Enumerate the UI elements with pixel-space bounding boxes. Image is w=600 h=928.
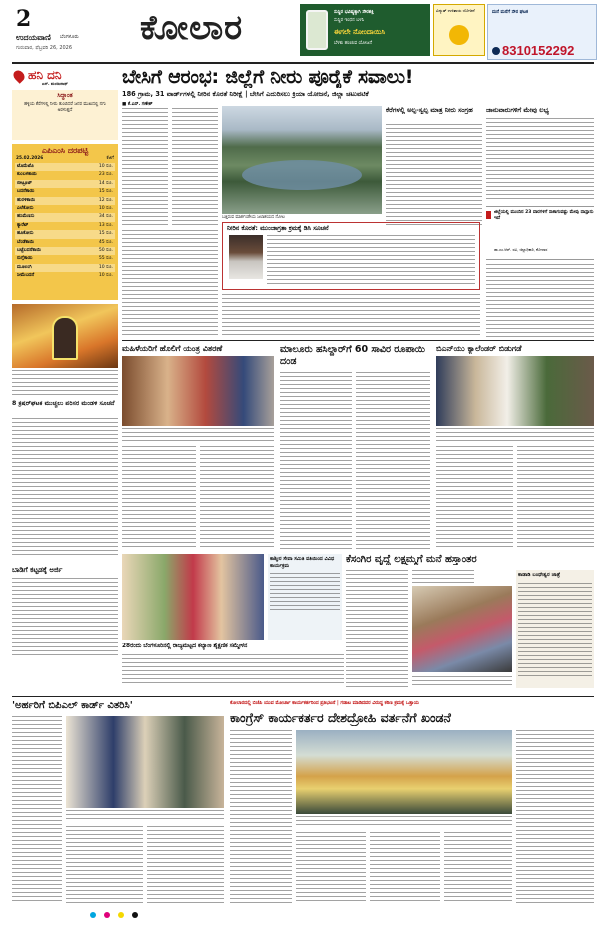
rate-item: ಹೂಕೋಸು <box>17 231 34 237</box>
temple-caption <box>12 370 118 396</box>
kashmir-head: ಕಾಶ್ಮೀರ ಸೇವಾ ಸಮಿತಿ ವತಿಯಿಂದ ವಿವಿಧ ಕಾರ್ಯಕ್ರಮ <box>270 556 335 569</box>
paper-name: ಉದಯವಾಣಿ <box>16 33 51 42</box>
lead-col2 <box>172 108 218 226</box>
protest-kicker: ಕೋಲಾರದಲ್ಲಿ ಬಿಜೆಪಿ ಯುವ ಮೋರ್ಚಾ ಕಾರ್ಯಕರ್ತರಿಂದ ಪ್ರತಿಭಟನೆ | ಗಡಾಟ ಮಾಡಿದವರ ವಿರುದ್ಧ ಕಠಿಣ ಕ್ರಮಕ್ಕೆ ಒತ್ತಾಯ <box>230 701 419 706</box>
thought-title: ಸಿದ್ಧಾಂತ <box>57 92 73 99</box>
lead-byline-name: ಕೆ.ಎಸ್. ಗಣೇಶ್ <box>127 102 153 107</box>
kadadi-body <box>518 583 592 679</box>
edition-tag: ಬೆಂಗಳೂರು <box>60 34 79 40</box>
dc-quote-box <box>222 222 480 290</box>
bullet-text: ಜಿಲ್ಲೆಯಲ್ಲಿ ಮುಂದಿನ 23 ವಾರಗಳಿಗೆ ಸಾಕಾಗುವಷ್ಟು ಮೇವು ದಾಸ್ತಾನು ಇದೆ <box>494 210 594 221</box>
calendar-body2 <box>517 446 594 550</box>
haniddani-banner <box>12 66 118 88</box>
crusher-headline: 8 ಕ್ರಷರ್‌ಘಟಕ ಮುಚ್ಚಲು ಪರಿಸರ ಮಂಡಳಿ ಸೂಚನೆ <box>12 400 115 407</box>
protest-photo <box>296 730 512 814</box>
bpl-body3 <box>147 826 224 904</box>
rate-price: 15 ರೂ. <box>98 189 113 195</box>
ad1-line4: ಬೆಳಕು ಹಂಚುವ ಯೋಜನೆ <box>334 41 373 46</box>
rate-price: 55 ರೂ. <box>98 256 113 262</box>
rate-row <box>15 222 115 230</box>
right-col <box>486 106 594 342</box>
ad-phone-number[interactable]: 8310152292 <box>502 43 575 58</box>
sidebar-brand-sub: ಎಸ್. ಮಂಜುನಾಥ್ <box>42 81 68 86</box>
sewing-headline: ಮಹಿಳೆಯರಿಗೆ ಹೊಲಿಗೆ ಯಂತ್ರ ವಿತರಣೆ <box>122 344 223 353</box>
bpl-body1 <box>12 716 62 904</box>
rate-row <box>15 264 115 272</box>
drop-icon <box>11 68 27 84</box>
page-number: 2 <box>16 6 32 32</box>
fine-body2 <box>356 372 430 550</box>
rate-price: 12 ರೂ. <box>98 197 113 203</box>
crusher-body <box>12 418 118 558</box>
rate-row <box>15 197 115 205</box>
fine-headline: ಮಾಲೂರು ಹಸಿಲ್ದಾರ್‌ಗೆ 60 ಸಾವಿರ ರೂಪಾಯಿ ದಂಡ <box>280 344 426 367</box>
deity-figure <box>52 316 78 360</box>
house-photo <box>412 586 512 672</box>
rate-price: 10 ರೂ. <box>98 273 113 279</box>
protest-body3 <box>370 832 440 904</box>
sewing-body2 <box>200 446 274 550</box>
kashmir-body <box>270 573 340 613</box>
right-col-body2 <box>486 264 594 342</box>
rate-item: ಹುರಳಿಕಾಯಿ <box>17 197 36 203</box>
rate-row <box>15 255 115 263</box>
rate-item: ನುಗ್ಗೆಕಾಯಿ <box>17 256 33 262</box>
rates-title: ಎಪಿಎಂಸಿ ದರಪಟ್ಟಿ <box>41 146 89 155</box>
apmc-rates <box>12 144 118 300</box>
masthead <box>0 0 600 62</box>
calendar-body1 <box>436 446 513 550</box>
lead-subhead: 186 ಗ್ರಾಮ, 31 ವಾರ್ಡ್‌ಗಳಲ್ಲಿ ನೀರಿನ ಕೊರತೆ ನಿರೀಕ್ಷೆ | ಬೇಸಿಗೆ ಎದುರಿಸಲು ಕ್ರಿಯಾ ಯೋಜನೆ, ಜಿಲ್ಲಾ ಚಟುವಟಿಕೆ <box>122 90 369 98</box>
reg-dot-cyan <box>90 912 96 918</box>
kadadi-head: ಕಾಡಾಡಿ ಬಂಧೇಶ್ವರ ಜಾತ್ರೆ <box>518 572 561 578</box>
sidebar-brand: ಹನಿ ದನಿ <box>28 68 62 82</box>
rate-item: ಎಲೆಕೋಸು <box>17 206 34 212</box>
header-ad-power[interactable] <box>433 4 485 56</box>
rate-row <box>15 180 115 188</box>
lead-lower-left <box>122 230 218 338</box>
rate-row <box>15 188 115 196</box>
rates-date: 25.02.2026 <box>16 156 44 161</box>
rate-row <box>15 213 115 221</box>
kashmir-box <box>268 554 342 640</box>
rate-item: ಬೀಟ್ರೂಟ್ <box>17 180 33 186</box>
rate-price: 10 ರೂ. <box>98 206 113 212</box>
lead-col1 <box>122 108 168 226</box>
ad2-line1: ವಿದ್ಯುತ್ ಉಳಿತಾಯ ಯೋಜನೆ <box>436 8 475 13</box>
header-ad-solar[interactable] <box>300 4 430 56</box>
rate-price: 50 ರೂ. <box>98 248 113 254</box>
section-rule-2 <box>12 696 594 697</box>
protest-body2 <box>296 832 366 904</box>
water-body <box>242 160 362 190</box>
rate-row <box>15 171 115 179</box>
dc-portrait <box>229 235 263 279</box>
lead-lower-mid <box>222 294 480 336</box>
reservoir-photo <box>222 106 382 214</box>
calendar-caption <box>436 428 594 442</box>
fodder-body <box>486 118 594 202</box>
thought-text: ಹಳ್ಳಿಯ ಕೆರೆಗಳಲ್ಲಿ ನೀರು ತುಂಬಿದರೆ ಜನರ ಮುಖದಲ್ಲಿ ನಗು ಅರಳುತ್ತದೆ <box>24 102 106 113</box>
rate-item: ಮೂಲಂಗಿ <box>17 264 32 270</box>
lead-side-head: ಕೆರೆಗಳಲ್ಲಿ ಅಲ್ಪ-ಸ್ವಲ್ಪ ಮಾತ್ರ ನೀರು ಸಂಗ್ರಹ <box>386 106 473 114</box>
bullet-icon <box>486 211 491 219</box>
bpl-body2 <box>66 826 143 904</box>
house-body1 <box>346 570 408 688</box>
sewing-photo <box>122 356 274 426</box>
print-registration-marks <box>90 912 510 920</box>
reservoir-caption: ಬತ್ತಿರುವ ಮಾರ್ಕಂಡೇಯ ಜಲಾಶಯದ ನೋಟ <box>222 215 285 220</box>
rate-price: 23 ರೂ. <box>98 172 113 178</box>
lightbulb-icon <box>449 25 469 45</box>
rate-price: 15 ರೂ. <box>98 231 113 237</box>
masthead-rule <box>12 62 594 64</box>
district-title: ಕೋಲಾರ <box>140 8 244 48</box>
rate-row <box>15 239 115 247</box>
ad3-line1: ಮನೆ ಮನೆಗೆ ಸೌರ ಘಟಕ <box>492 10 529 15</box>
rate-item: ಬಟ್ಟೆಬದನೆಕಾಯಿ <box>17 248 42 254</box>
seminar-body <box>122 654 344 684</box>
bpl-headline: 'ಅರ್ಹರಿಗೆ ಬಿಪಿಎಲ್ ಕಾರ್ಡ್ ವಿತರಿಸಿ' <box>12 700 133 711</box>
phone-illustration <box>306 10 328 50</box>
rate-row <box>15 230 115 238</box>
rent-body <box>12 578 118 656</box>
rate-item: ಹಸಿಮೆಣಸು <box>17 214 35 220</box>
rate-item: ಬೆಂಡೆಕಾಯಿ <box>17 239 35 245</box>
house-headline: ಕೆಸಂಗಿರ ವೃದ್ಧೆ ಲಕ್ಷ್ಮಮ್ಮಗೆ ಮನೆ ಹಸ್ತಾಂತರ <box>346 554 477 565</box>
bpl-photo <box>66 716 224 808</box>
rates-unit: ಕೆಜಿಗೆ <box>106 156 114 161</box>
rate-row <box>15 247 115 255</box>
bpl-caption <box>66 810 224 822</box>
ad1-line1: ಸುಸ್ಥಿರ ಭವಿಷ್ಯಕ್ಕಾಗಿ ಸೌರಶಕ್ತಿ <box>334 10 374 15</box>
lead-side-body <box>386 124 482 226</box>
dc-quote-head: ನೀರಿನ ಕೊರತೆ: ಮುಂಜಾಗ್ರತಾ ಕ್ರಮಕ್ಕೆ ಡಿಸಿ ಸೂಚನೆ <box>227 225 329 232</box>
rate-item: ಸೀಮೆಬದನೆ <box>17 273 35 279</box>
quote-bullet <box>486 206 594 260</box>
rate-item: ಕುಂಬಳಕಾಯಿ <box>17 172 37 178</box>
rent-headline: ಬಾಡಿಗೆ ಕಟ್ಟಡಕ್ಕೆ ಅರ್ಜಿ <box>12 566 63 574</box>
house-body3 <box>412 676 512 688</box>
lead-headline: ಬೇಸಿಗೆ ಆರಂಭ: ಜಿಲ್ಲೆಗೆ ನೀರು ಪೂರೈಕೆ ಸವಾಲು! <box>122 66 414 88</box>
dc-quote-body <box>267 235 475 285</box>
rates-table <box>15 163 115 281</box>
temple-photo <box>12 304 118 368</box>
protest-caption <box>296 816 512 828</box>
sewing-caption <box>122 428 274 442</box>
rate-item: ಬದನೆಕಾಯಿ <box>17 189 35 195</box>
protest-body1 <box>230 730 292 904</box>
fine-body1 <box>280 372 352 550</box>
reg-dot-magenta <box>104 912 110 918</box>
rate-price: 10 ರೂ. <box>98 164 113 169</box>
bullet-byline: ಡಾ.ಎಂ.ಆರ್. ರವಿ, ಜಿಲ್ಲಾಧಿಕಾರಿ, ಕೋಲಾರ <box>494 247 548 252</box>
kadadi-box <box>516 570 594 688</box>
ad1-line2: ಸುಸ್ಥಿರ ಇಂಧನ ಬಳಸಿ <box>334 18 365 23</box>
seminar-headline: 28ರಂದು ಬೆಂಗಳೂರಿನಲ್ಲಿ ರಾಜ್ಯಮಟ್ಟದ ಕಲ್ಯಾಣ ಶೈಕ್ಷಣಿಕ ಸಮ್ಮೇಳನ <box>122 643 248 649</box>
seminar-photo <box>122 554 264 640</box>
byline-mark: ■ <box>122 102 128 107</box>
protest-body5 <box>516 730 594 904</box>
reg-dot-yellow <box>118 912 124 918</box>
rate-price: 45 ರೂ. <box>98 239 113 245</box>
section-rule-1 <box>122 340 594 341</box>
calendar-headline: ಬಿಎನ್‌ಯು ಕ್ಯಾಲೆಂಡರ್ ಬಿಡುಗಡೆ <box>436 344 522 353</box>
protest-body4 <box>444 832 512 904</box>
date-line: ಗುರುವಾರ, ಫೆಬ್ರವರಿ 26, 2026 <box>16 45 73 51</box>
fodder-head: ಜಾನುವಾರುಗಳಿಗೆ ಮೇವು ಲಭ್ಯ <box>486 106 549 114</box>
header-ad-contact[interactable] <box>487 4 597 60</box>
protest-headline: ಕಾಂಗ್ರೆಸ್ ಕಾರ್ಯಕರ್ತರ ದೇಶದ್ರೋಹಿ ವರ್ತನೆಗೆ ಖಂಡನೆ <box>230 710 451 725</box>
ad1-line3: ಈಗಲೇ ನೋಂದಾಯಿಸಿ <box>334 28 386 36</box>
rate-price: 13 ರೂ. <box>98 222 113 228</box>
reg-dot-black <box>132 912 138 918</box>
rate-price: 14 ರೂ. <box>98 180 113 186</box>
sewing-body1 <box>122 446 196 550</box>
rate-price: 34 ರೂ. <box>98 214 113 220</box>
rate-row <box>15 205 115 213</box>
calendar-photo <box>436 356 594 426</box>
rate-row <box>15 163 115 171</box>
phone-icon <box>492 47 500 55</box>
rate-item: ಕ್ಯಾರೆಟ್ <box>17 222 29 228</box>
rate-item: ಟೊಮೆಟೊ <box>17 164 34 169</box>
rate-price: 10 ರೂ. <box>98 264 113 270</box>
rate-row <box>15 272 115 280</box>
thought-box <box>12 90 118 140</box>
lead-byline <box>122 101 212 107</box>
